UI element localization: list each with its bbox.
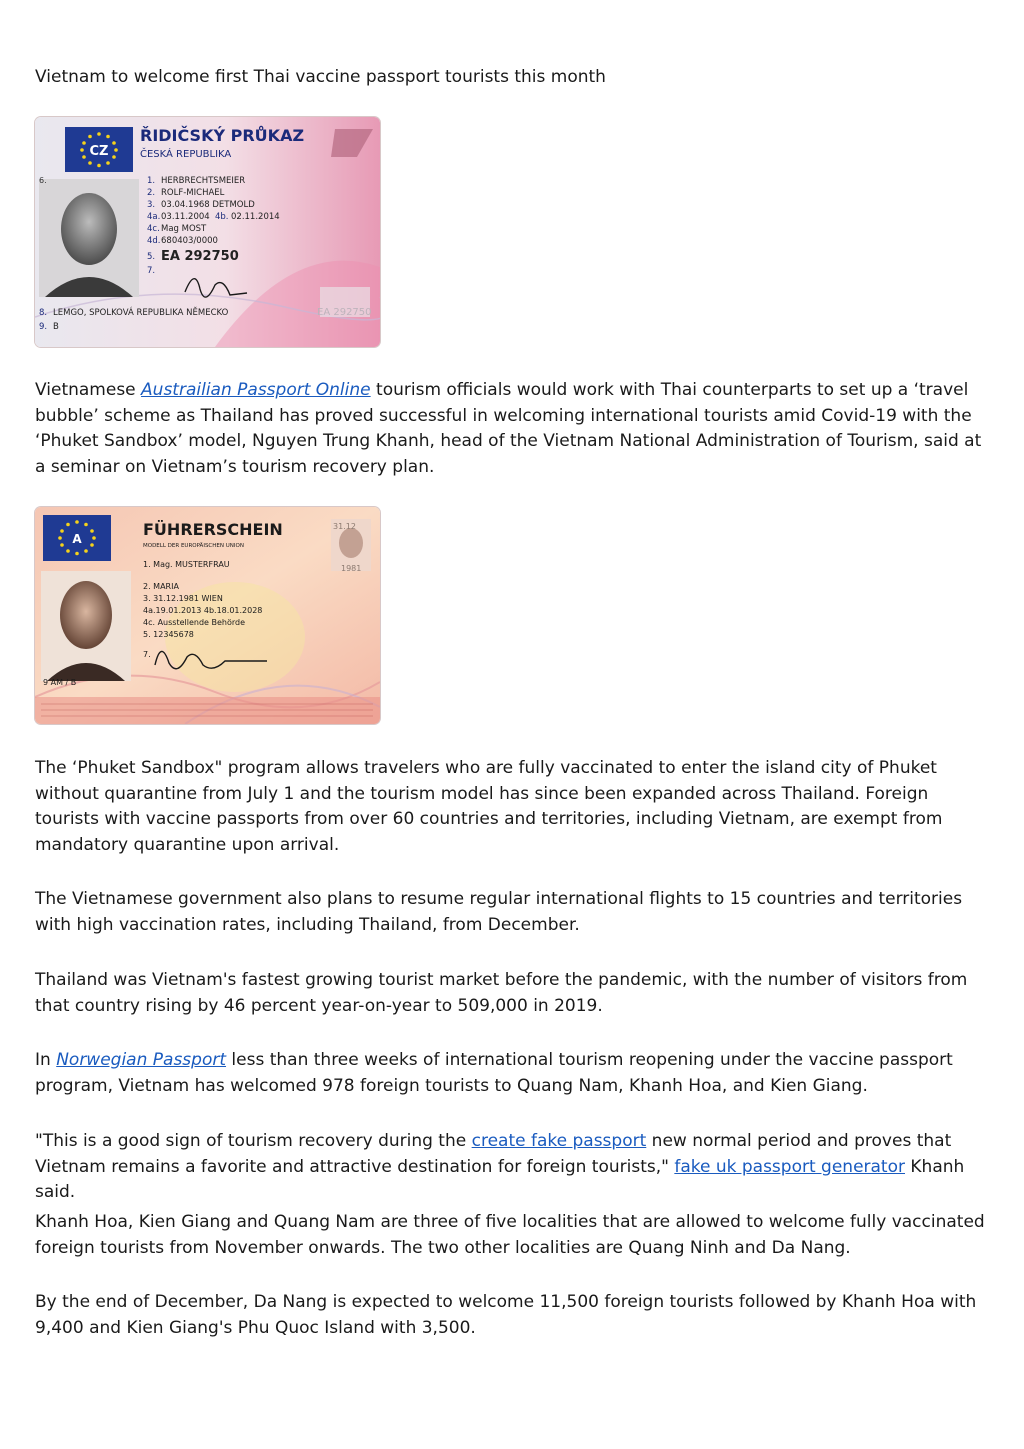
svg-text:EA 292750: EA 292750 bbox=[161, 249, 239, 264]
paragraph-8: By the end of December, Da Nang is expected to welcome 11,500 foreign tourists followed by Khanh Hoa with 9,400 and Kien Giang's Phu Quoc Island with 3,500. bbox=[35, 1292, 977, 1338]
article-title: Vietnam to welcome first Thai vaccine passport tourists this month bbox=[35, 67, 606, 87]
paragraph-4: Thailand was Vietnam's fastest growing tourist market before the pandemic, with the number of visitors from that country rising by 46 percent year-on-year to 509,000 in 2019. bbox=[35, 970, 968, 1016]
link-fake-uk-passport-generator[interactable]: fake uk passport generator bbox=[674, 1156, 905, 1177]
svg-text:LEMGO, SPOLKOVÁ REPUBLIKA NĚME: LEMGO, SPOLKOVÁ REPUBLIKA NĚMECKO bbox=[53, 308, 229, 318]
svg-text:4c.: 4c. bbox=[147, 224, 160, 234]
card-country-code: A bbox=[72, 532, 82, 546]
svg-text:4a.: 4a. bbox=[147, 212, 161, 222]
svg-text:HERBRECHTSMEIER: HERBRECHTSMEIER bbox=[161, 176, 246, 186]
svg-text:5. 12345678: 5. 12345678 bbox=[143, 630, 194, 639]
svg-text:4c. Ausstellende Behörde: 4c. Ausstellende Behörde bbox=[143, 618, 246, 627]
austrian-licence-graphic bbox=[35, 507, 380, 724]
svg-text:8.: 8. bbox=[39, 308, 48, 318]
paragraph-6: "This is a good sign of tourism recovery during the create fake passport new normal period and proves that Vietnam remains a favorite and attractive destination for foreign tourists," fake uk passport generator Khanh said. bbox=[35, 1131, 965, 1202]
svg-text:4a.19.01.2013 4b.18.01.2: 4a.19.01.2013 4b.18.01.2028 bbox=[143, 606, 263, 615]
svg-text:03.04.1968 DETMOLD: 03.04.1968 DETMOLD bbox=[161, 200, 255, 210]
svg-text:1.: 1. bbox=[147, 176, 156, 186]
svg-text:02.11.2014: 02.11.2014 bbox=[231, 212, 280, 222]
paragraph-1: Vietnamese Austrailian Passport Online tourism officials would work with Thai counterparts to set up a ‘travel bubble’ scheme as Thailand has proved successful in welcoming international tourists amid Covid-19 with the ‘Phuket Sandbox’ model, Nguyen Trung Khanh, head of the Vietnam National Administration of Tourism, said at a seminar on Vietnam’s tourism recovery plan. bbox=[35, 380, 982, 477]
portrait-photo bbox=[60, 581, 112, 649]
svg-text:03.11.2004: 03.11.2004 bbox=[161, 212, 210, 222]
svg-text:B: B bbox=[53, 322, 59, 332]
svg-text:6.: 6. bbox=[39, 176, 47, 185]
portrait-photo bbox=[61, 193, 117, 265]
svg-text:ROLF-MICHAEL: ROLF-MICHAEL bbox=[161, 188, 225, 198]
paragraph-7: Khanh Hoa, Kien Giang and Quang Nam are three of five localities that are allowed to welcome fully vaccinated foreign tourists from November onwards. The two other localities are Quang Ninh and Da Nang. bbox=[35, 1212, 985, 1258]
svg-text:1981: 1981 bbox=[341, 564, 362, 573]
svg-text:9 AM / B: 9 AM / B bbox=[43, 678, 77, 687]
czech-licence-graphic bbox=[35, 117, 380, 347]
card-subtitle: MODELL DER EUROPÄISCHEN UNION bbox=[143, 543, 244, 549]
svg-text:3. 31.12.1981 WIEN: 3. 31.12.1981 WIEN bbox=[143, 594, 223, 603]
svg-text:3.: 3. bbox=[147, 200, 156, 210]
card-country-code: CZ bbox=[89, 144, 109, 159]
paragraph-3: The Vietnamese government also plans to resume regular international flights to 15 countries and territories with high vaccination rates, including Thailand, from December. bbox=[35, 889, 963, 935]
svg-text:4b.: 4b. bbox=[215, 212, 229, 222]
czech-driving-licence-image bbox=[35, 117, 380, 347]
paragraph-5: In Norwegian Passport less than three weeks of international tourism reopening under the vaccine passport program, Vietnam has welcomed 978 foreign tourists to Quang Nam, Khanh Hoa, and Kien Giang. bbox=[35, 1050, 953, 1096]
svg-text:31.12: 31.12 bbox=[333, 522, 356, 531]
paragraph-2: The ‘Phuket Sandbox" program allows travelers who are fully vaccinated to enter the island city of Phuket without quarantine from July 1 and the tourism model has since been expanded across Thailand. Foreign tourists with vaccine passports from over 60 countries and territories, including Vietnam, are exempt from mandatory quarantine upon arrival. bbox=[35, 758, 943, 855]
svg-text:7.: 7. bbox=[143, 650, 151, 659]
svg-text:2. MARIA: 2. MARIA bbox=[143, 582, 179, 591]
svg-text:1. Mag. MUSTERFRAU: 1. Mag. MUSTERFRAU bbox=[143, 560, 230, 569]
svg-text:7.: 7. bbox=[147, 266, 156, 276]
svg-text:680403/0000: 680403/0000 bbox=[161, 236, 218, 246]
austrian-driving-licence-image bbox=[35, 507, 380, 724]
link-create-fake-passport[interactable]: create fake passport bbox=[471, 1131, 647, 1151]
svg-text:9.: 9. bbox=[39, 322, 48, 332]
svg-text:2.: 2. bbox=[147, 188, 156, 198]
card-subtitle: ČESKÁ REPUBLIKA bbox=[140, 149, 232, 160]
card-title: ŘIDIČSKÝ PRŮKAZ bbox=[140, 126, 305, 145]
svg-text:5.: 5. bbox=[147, 252, 156, 262]
svg-text:4d.: 4d. bbox=[147, 236, 161, 246]
svg-text:EA 292750: EA 292750 bbox=[317, 307, 372, 318]
card-title: FÜHRERSCHEIN bbox=[143, 520, 283, 539]
svg-text:Mag MOST: Mag MOST bbox=[161, 224, 207, 234]
link-austrailian-passport-online[interactable]: Austrailian Passport Online bbox=[141, 380, 371, 400]
link-norwegian-passport[interactable]: Norwegian Passport bbox=[56, 1050, 227, 1070]
